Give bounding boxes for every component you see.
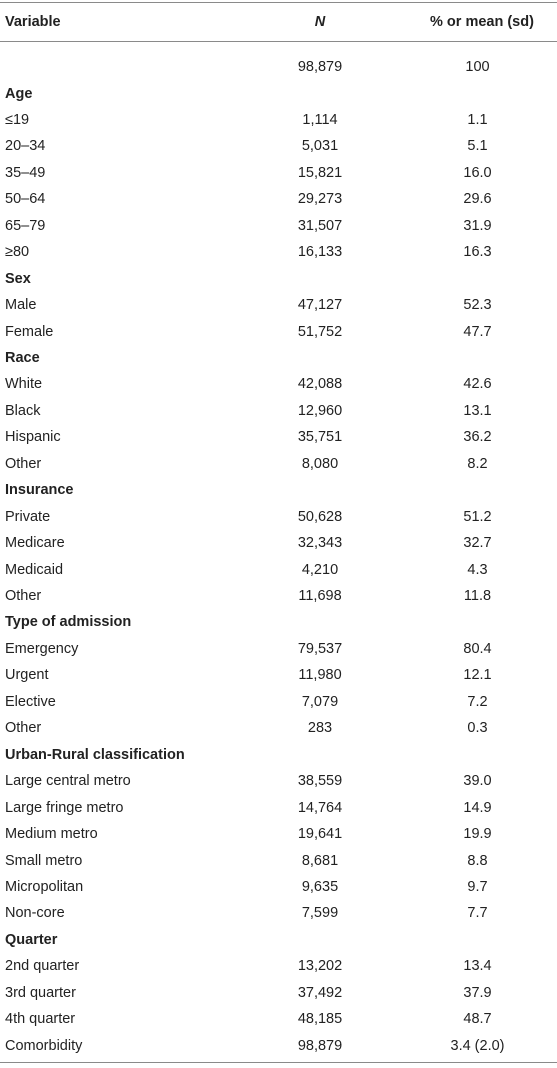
pct-value: 9.7 [467, 878, 488, 895]
table-row [0, 107, 557, 133]
n-value: 42,088 [297, 376, 343, 393]
row-label: Elective [5, 693, 56, 710]
header-n: N [314, 14, 326, 30]
section-header-row [0, 742, 557, 768]
pct-value: 19.9 [463, 826, 492, 842]
row-label: Emergency [5, 640, 79, 657]
section-label: Insurance [5, 482, 74, 499]
pct-value: 52.3 [463, 297, 492, 313]
pct-value: 29.6 [463, 191, 492, 208]
n-value: 1,114 [302, 111, 338, 128]
table-row [0, 1033, 557, 1059]
table-row [0, 795, 557, 821]
pct-value: 16.0 [463, 164, 492, 181]
row-label: Other [5, 720, 42, 737]
header-pct: % or mean (sd) [430, 14, 534, 30]
top-rule [0, 2, 557, 3]
table-row [0, 186, 557, 212]
header-rule [0, 41, 557, 42]
header-row [0, 9, 557, 35]
n-value: 98,879 [297, 59, 343, 75]
pct-value: 13.1 [463, 402, 492, 419]
pct-value: 36.2 [463, 429, 492, 446]
pct-value: 14.9 [463, 799, 492, 816]
row-label: 50–64 [5, 191, 46, 208]
n-value: 79,537 [297, 640, 343, 657]
table-row [0, 1006, 557, 1032]
row-label: 3rd quarter [5, 984, 76, 1001]
table-row [0, 689, 557, 715]
row-label: 4th quarter [5, 1011, 76, 1028]
n-value: 38,559 [297, 773, 343, 790]
row-label: Non-core [5, 905, 65, 922]
table-row [0, 768, 557, 794]
row-label: ≥80 [5, 244, 30, 261]
pct-value: 8.2 [467, 455, 488, 472]
table-row [0, 398, 557, 424]
row-label: Medium metro [5, 826, 98, 842]
n-value: 98,879 [297, 1037, 343, 1054]
table-row [0, 557, 557, 583]
table-row [0, 715, 557, 741]
pct-value: 80.4 [463, 640, 492, 657]
pct-value: 8.8 [467, 852, 488, 869]
row-label: Medicare [5, 535, 65, 552]
n-value: 50,628 [297, 508, 343, 525]
table-row [0, 662, 557, 688]
table-row [0, 821, 557, 847]
pct-value: 47.7 [463, 323, 492, 340]
section-label: Urban-Rural classification [5, 746, 185, 763]
pct-value: 51.2 [463, 508, 492, 525]
n-value: 9,635 [301, 878, 339, 895]
table-row [0, 874, 557, 900]
pct-value: 48.7 [463, 1011, 492, 1028]
pct-value: 37.9 [463, 984, 492, 1001]
row-label: Micropolitan [5, 878, 84, 895]
table-row [0, 54, 557, 80]
row-label: Female [5, 323, 54, 340]
pct-value: 0.3 [467, 720, 488, 737]
table-row [0, 160, 557, 186]
n-value: 11,698 [298, 588, 342, 604]
n-value: 14,764 [297, 799, 343, 816]
pct-value: 1.1 [467, 111, 488, 128]
row-label: White [5, 376, 43, 393]
pct-value: 42.6 [463, 376, 492, 393]
table-row [0, 504, 557, 530]
table-row [0, 424, 557, 450]
row-label: Small metro [5, 852, 83, 869]
table-row [0, 133, 557, 159]
n-value: 19,641 [297, 826, 343, 842]
n-value: 48,185 [297, 1011, 343, 1028]
bottom-rule [0, 1062, 557, 1063]
n-value: 8,681 [301, 852, 339, 869]
pct-value: 3.4 (2.0) [450, 1037, 505, 1054]
pct-value: 7.2 [467, 693, 488, 710]
row-label: Comorbidity [5, 1037, 83, 1054]
pct-value: 13.4 [463, 958, 492, 975]
section-header-row [0, 609, 557, 635]
table-row [0, 292, 557, 318]
n-value: 4,210 [301, 561, 339, 578]
table-row [0, 451, 557, 477]
n-value: 35,751 [297, 429, 343, 446]
pct-value: 7.7 [467, 905, 488, 922]
n-value: 32,343 [297, 535, 343, 552]
section-header-row [0, 81, 557, 107]
section-label: Sex [5, 270, 31, 287]
n-value: 51,752 [297, 323, 343, 340]
table-row [0, 636, 557, 662]
section-label: Type of admission [5, 614, 132, 631]
table-row [0, 213, 557, 239]
row-label: 20–34 [5, 138, 46, 155]
row-label: Private [5, 508, 51, 525]
pct-value: 39.0 [463, 773, 492, 790]
table-row [0, 953, 557, 979]
row-label: 65–79 [5, 217, 46, 234]
n-value: 29,273 [297, 191, 343, 208]
pct-value: 4.3 [467, 561, 488, 578]
pct-value: 16.3 [463, 244, 492, 261]
row-label: Large fringe metro [5, 799, 124, 816]
n-value: 13,202 [297, 958, 343, 975]
n-value: 37,492 [297, 984, 343, 1001]
n-value: 12,960 [297, 402, 343, 419]
row-label: Black [5, 402, 41, 419]
section-header-row [0, 477, 557, 503]
header-variable: Variable [5, 14, 61, 30]
table-row [0, 980, 557, 1006]
n-value: 5,031 [301, 138, 339, 155]
row-label: 2nd quarter [5, 958, 80, 975]
section-label: Quarter [5, 931, 58, 948]
row-label: Hispanic [5, 429, 61, 446]
n-value: 7,079 [301, 693, 339, 710]
n-value: 283 [307, 720, 333, 737]
table-row [0, 371, 557, 397]
row-label: Urgent [5, 667, 49, 684]
n-value: 8,080 [301, 455, 339, 472]
row-label: Other [5, 588, 42, 604]
pct-value: 32.7 [463, 535, 492, 552]
table-row [0, 900, 557, 926]
row-label: Large central metro [5, 773, 131, 790]
n-value: 7,599 [301, 905, 339, 922]
n-value: 15,821 [297, 164, 343, 181]
table-row [0, 848, 557, 874]
table-row [0, 530, 557, 556]
pct-value: 12.1 [463, 667, 492, 684]
pct-value: 5.1 [467, 138, 488, 155]
pct-value: 31.9 [463, 217, 492, 234]
row-label: Medicaid [5, 561, 64, 578]
row-label: Male [5, 297, 37, 313]
table-row [0, 583, 557, 609]
section-header-row [0, 927, 557, 953]
section-label: Age [5, 85, 33, 102]
row-label: 35–49 [5, 164, 46, 181]
n-value: 16,133 [297, 244, 343, 261]
pct-value: 100 [465, 59, 490, 75]
row-label: ≤19 [5, 111, 30, 128]
n-value: 11,980 [298, 667, 342, 684]
n-value: 31,507 [297, 217, 343, 234]
pct-value: 11.8 [463, 588, 492, 604]
row-label: Other [5, 455, 42, 472]
section-header-row [0, 345, 557, 371]
n-value: 47,127 [297, 297, 343, 313]
section-header-row [0, 266, 557, 292]
table-row [0, 239, 557, 265]
table-row [0, 319, 557, 345]
section-label: Race [5, 349, 40, 366]
